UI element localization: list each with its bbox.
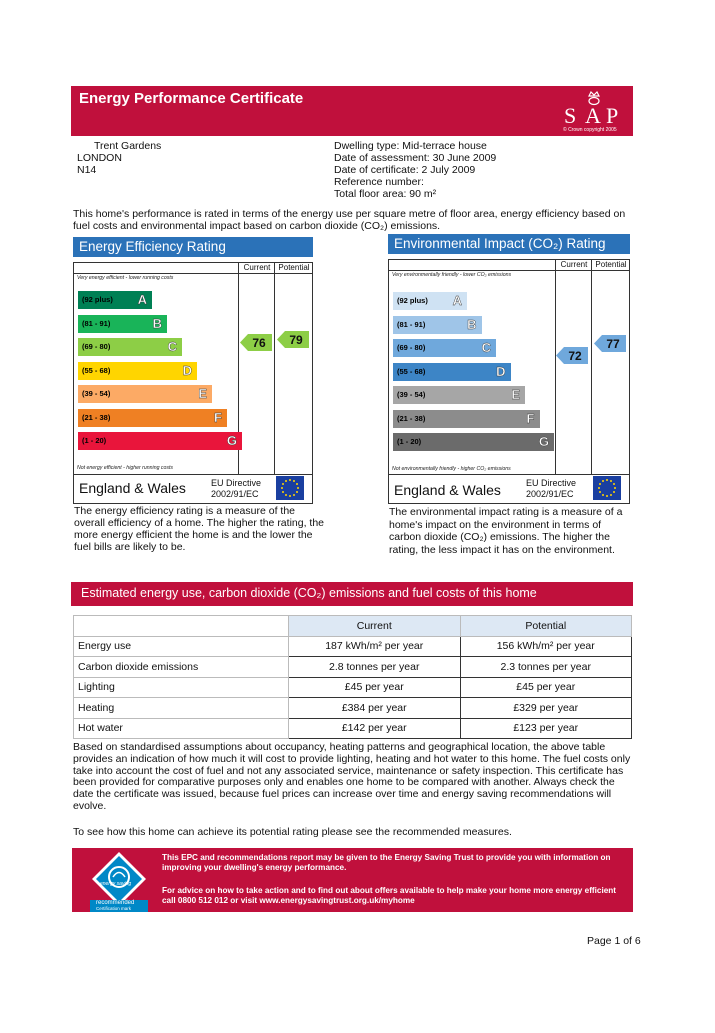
eir-band-c [393, 339, 496, 357]
band-letter: A [452, 293, 462, 308]
band-letter: A [137, 292, 147, 307]
eir-band-f [393, 410, 540, 428]
band-range: (39 - 54) [397, 390, 426, 399]
svg-text:S: S [564, 103, 577, 128]
reference-number: Reference number: [334, 176, 424, 188]
eir-directive2: 2002/91/EC [526, 489, 574, 499]
address-line3: N14 [77, 164, 97, 176]
rating-arrow-icon [556, 347, 588, 364]
eer-band-b [78, 315, 167, 333]
table-cell-label: Hot water [74, 718, 289, 739]
eir-bottom-note: Not environmentally friendly - higher CO₂ emissions [392, 466, 511, 472]
table-row [74, 636, 632, 657]
band-range: (39 - 54) [82, 389, 111, 398]
eer-potential-rating [277, 331, 309, 348]
band-letter: F [526, 410, 535, 426]
band-range: (92 plus) [82, 295, 113, 304]
eer-band-c [78, 338, 182, 356]
band-range: (69 - 80) [397, 343, 426, 352]
band-range: (21 - 38) [82, 412, 111, 422]
environmental-impact-panel [388, 234, 630, 504]
table-cell-label: Lighting [74, 677, 289, 698]
band-letter: B [152, 315, 162, 331]
band-letter: D [182, 362, 192, 378]
band-range: (1 - 20) [82, 436, 107, 445]
eer-title: Energy Efficiency Rating [73, 237, 313, 257]
address-line2: LONDON [77, 152, 122, 164]
table-cell-label: Carbon dioxide emissions [74, 657, 289, 678]
svg-text:77: 77 [606, 337, 620, 351]
band-range: (55 - 68) [397, 366, 426, 376]
band-letter: E [198, 386, 207, 401]
band-range: (21 - 38) [397, 413, 426, 423]
certificate-date: Date of certificate: 2 July 2009 [334, 164, 476, 176]
table-cell-potential: £329 per year [460, 698, 632, 719]
eu-flag-icon [593, 476, 621, 500]
table-cell-current: £45 per year [289, 677, 461, 698]
address-line1: Trent Gardens [94, 140, 162, 152]
table-cell-potential: 156 kWh/m² per year [460, 636, 632, 657]
table-cell-label: Heating [74, 698, 289, 719]
eer-bottom-note: Not energy efficient - higher running costs [77, 465, 174, 471]
page-title: Energy Performance Certificate [79, 90, 304, 107]
eir-band-a [393, 292, 467, 310]
rating-arrow-icon [240, 334, 272, 351]
eir-band-g [393, 433, 554, 451]
see-measures-text: To see how this home can achieve its potential rating please see the recommended measures. [73, 826, 512, 838]
band-letter: G [538, 434, 549, 449]
eir-description: The environmental impact rating is a measure of a home's impact on the environment in terms of carbon dioxide (CO₂) emissions. The higher the rating, the less impact it has on the environment. [389, 506, 623, 556]
intro-text: This home's performance is rated in terms of the energy use per square metre of floor area, energy efficiency based on fuel costs and environmental impact based on carbon dioxide (CO₂) emissions. [73, 208, 626, 232]
eer-directive1: EU Directive [211, 478, 262, 488]
rating-arrow-icon [277, 331, 309, 348]
table-col-current: Current [289, 616, 461, 637]
eer-band-g [78, 432, 242, 450]
svg-text:76: 76 [252, 336, 266, 350]
band-letter: G [226, 433, 237, 448]
eir-potential-rating [594, 335, 626, 352]
band-range: (81 - 91) [397, 319, 426, 329]
page-number: Page 1 of 6 [587, 935, 641, 947]
svg-text:79: 79 [289, 333, 303, 347]
dwelling-type: Dwelling type: Mid-terrace house [334, 140, 487, 152]
est-line1: This EPC and recommendations report may be given to the Energy Saving Trust to provide you with information on improving your dwelling's energy performance. [162, 853, 611, 872]
table-cell-current: 187 kWh/m² per year [289, 636, 461, 657]
est-logo-text2: recommended [96, 900, 135, 906]
band-letter: B [467, 316, 477, 332]
band-range: (55 - 68) [82, 365, 111, 375]
eer-chart [73, 262, 313, 504]
band-letter: F [214, 409, 222, 425]
eir-top-note: Very environmentally friendly - lower CO₂ emissions [392, 272, 512, 278]
eer-band-e [78, 385, 212, 403]
assessment-date: Date of assessment: 30 June 2009 [334, 152, 497, 164]
table-cell-current: £384 per year [289, 698, 461, 719]
estimates-title: Estimated energy use, carbon dioxide (CO₂) emissions and fuel costs of this home [81, 586, 537, 600]
eer-band-f [78, 409, 227, 427]
band-letter: E [511, 387, 520, 402]
table-cell-current: £142 per year [289, 718, 461, 739]
band-range: (81 - 91) [82, 318, 111, 328]
band-range: (92 plus) [397, 296, 428, 305]
est-logo-text3: Certification mark [96, 906, 132, 911]
band-letter: C [167, 339, 177, 354]
table-col-potential: Potential [460, 616, 632, 637]
estimates-table [73, 615, 632, 739]
table-row [74, 698, 632, 719]
table-cell-potential: 2.3 tonnes per year [460, 657, 632, 678]
energy-efficiency-panel [73, 237, 313, 504]
eir-directive1: EU Directive [526, 478, 577, 488]
table-row [74, 657, 632, 678]
eer-top-note: Very energy efficient - lower running costs [77, 275, 174, 281]
eer-band-d [78, 362, 197, 380]
table-cell-potential: £123 per year [460, 718, 632, 739]
table-cell-current: 2.8 tonnes per year [289, 657, 461, 678]
table-cell-potential: £45 per year [460, 677, 632, 698]
table-cell-label: Energy use [74, 636, 289, 657]
band-range: (69 - 80) [82, 342, 111, 351]
band-letter: D [496, 363, 506, 379]
rating-arrow-icon [594, 335, 626, 352]
eir-band-e [393, 386, 525, 404]
eir-title: Environmental Impact (CO₂) Rating [388, 234, 630, 254]
eer-band-a [78, 291, 152, 309]
eer-description: The energy efficiency rating is a measure of the overall efficiency of a home. The higher the rating, the more energy efficient the home is and the lower the fuel bills are likely to be. [74, 505, 325, 553]
table-row [74, 677, 632, 698]
eir-current-rating [556, 347, 588, 364]
eer-current-rating [240, 334, 272, 351]
eir-col-potential: Potential [591, 260, 630, 270]
eu-flag-icon [276, 476, 304, 500]
svg-text:A: A [585, 103, 601, 128]
svg-text:72: 72 [568, 349, 582, 363]
eir-chart [388, 259, 630, 504]
estimates-note: Based on standardised assumptions about occupancy, heating patterns and geographical location, the above table provides an indication of how much it will cost to provide lighting, heating and hot water to this home. The fuel costs only take into account the cost of fuel and not any associated service, maintenance or safety inspection. This certificate has been provided for comparative purposes only and enables one home to be compared with another. Always check the date the certificate was issued, because fuel prices can increase over time and energy saving recommendations will evolve. [73, 741, 631, 812]
eer-col-potential: Potential [274, 263, 313, 273]
eer-directive2: 2002/91/EC [211, 489, 259, 499]
eer-col-current: Current [238, 263, 275, 273]
band-letter: C [481, 340, 491, 355]
eir-band-b [393, 316, 482, 334]
eir-col-current: Current [555, 260, 592, 270]
sap-copyright: © Crown copyright 2005 [563, 127, 617, 133]
est-line2: For advice on how to take action and to find out about offers available to help make your home more energy efficient call 0800 512 012 or visit www.energysavingtrust.org.uk/myhome [162, 886, 617, 905]
eir-region: England & Wales [394, 482, 501, 498]
est-logo-text1: energy saving [100, 881, 132, 887]
table-corner [74, 616, 289, 637]
eir-band-d [393, 363, 511, 381]
svg-text:P: P [606, 103, 619, 128]
table-row [74, 718, 632, 739]
floor-area: Total floor area: 90 m² [334, 188, 437, 200]
band-range: (1 - 20) [397, 437, 422, 446]
eer-region: England & Wales [79, 480, 186, 496]
